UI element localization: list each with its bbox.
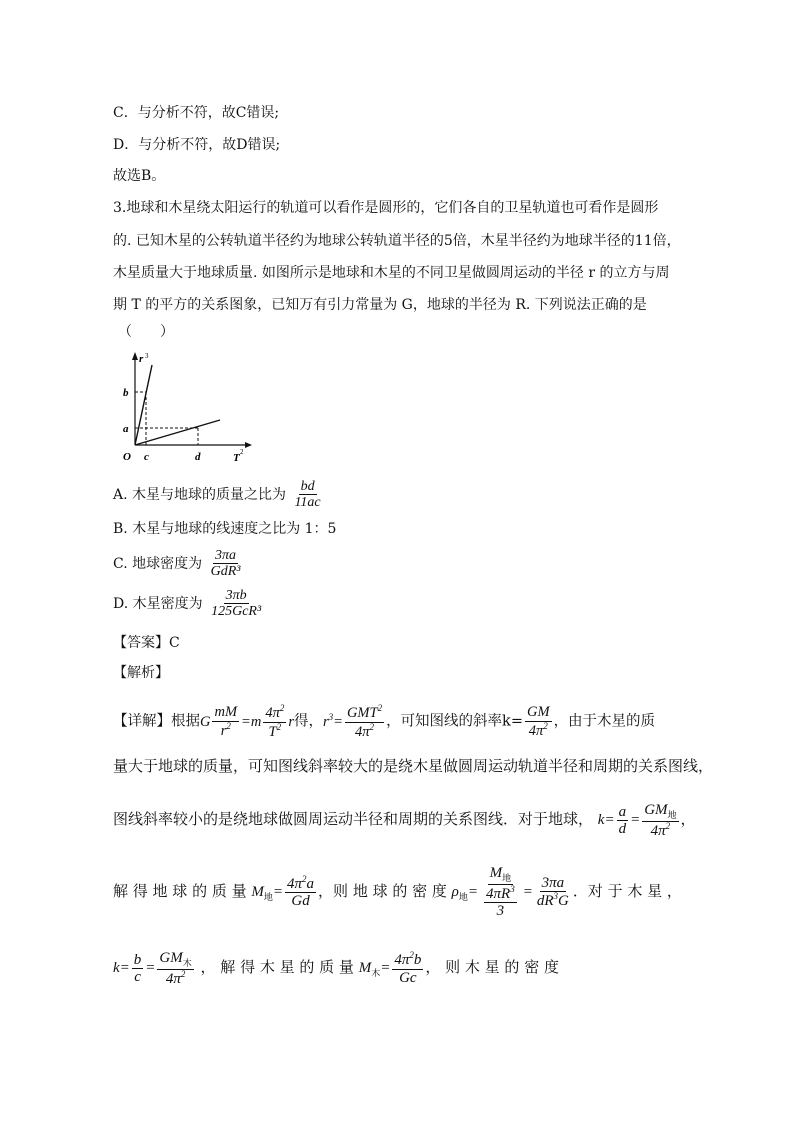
gravity-equation: G $\frac{mM}{r^2}$ =m $\frac{4\pi^2}{T^2}$ r [200, 703, 294, 740]
detail-line-5 [113, 950, 559, 987]
tick-b: b [123, 387, 129, 399]
earth-density-equation: $\rho_地=$ $\frac{M_地}{\frac{4\pi R^3}{3}}$ = $\frac{3\pi a}{dR^3G}$ [451, 865, 569, 920]
y-axis-arrow [132, 352, 138, 360]
option-d-conclusion: D．与分析不符，故D错误; [113, 137, 281, 153]
option-a [113, 479, 325, 511]
option-a-fraction [292, 479, 322, 511]
detail-jupiter-density-text: ， 则 木 星 的 密 度 [425, 958, 559, 977]
option-a-text: A. 木星与地球的质量之比为 [113, 486, 287, 503]
question-3-line-2: 的. 已知木星的公转轨道半径约为地球公转轨道半径的5倍，木星半径约为地球半径的11倍， [113, 233, 681, 249]
x-axis-label: T [233, 452, 240, 464]
option-a-num: bd [300, 479, 315, 494]
origin-label: O [123, 451, 131, 463]
detail-jupiter-mass-text: ， 解 得 木 星 的 质 量 [200, 958, 354, 977]
tick-a: a [123, 423, 129, 435]
option-d-num: 3πb [225, 588, 247, 603]
y-axis-label: r [139, 353, 144, 365]
tick-d: d [195, 451, 201, 463]
answer-blank: （ ） [118, 324, 174, 340]
detail-earth-density-text: ，则 地 球 的 密 度 [318, 881, 447, 900]
option-d-text: D. 木星密度为 [113, 595, 203, 612]
analysis-heading: 【解析】 [113, 665, 169, 681]
final-choice: 故选B。 [113, 168, 166, 184]
earth-mass-equation: $M_地=$ $\frac{4\pi^2a}{Gd}$ [251, 873, 315, 910]
jupiter-mass-equation: $M_木=$ $\frac{4\pi^2b}{Gc}$ [358, 950, 422, 986]
detail-line-4 [113, 865, 682, 920]
detail-line-1 [113, 704, 655, 741]
question-3-line-4: 期 T 的平方的关系图象，已知万有引力常量为 G，地球的半径为 R. 下列说法正确的是 [113, 297, 647, 313]
option-c-den: GdR³ [210, 564, 241, 580]
earth-slope-equation: k= $\frac{a}{d}$ = $\frac{GM_地}{4\pi^2}$ [597, 802, 677, 839]
r3-t2-graph [115, 350, 255, 465]
detail-earth-mass-text: 解 得 地 球 的 质 量 [113, 881, 247, 900]
tick-c: c [144, 451, 149, 463]
question-3-line-3: 木星质量大于地球质量. 如图所示是地球和木星的不同卫星做圆周运动的半径 r 的立方与周 [113, 265, 670, 281]
option-c-text: C. 地球密度为 [113, 555, 203, 572]
detail-intro: 【详解】根据 [113, 713, 200, 730]
detail-de: 得， [293, 713, 323, 730]
detail-earth-text: 图线斜率较小的是绕地球做圆周运动半径和周期的关系图线．对于地球， [113, 810, 594, 829]
question-3-line-1: 3.地球和木星绕太阳运行的轨道可以看作是圆形的，它们各自的卫星轨道也可看作是圆形 [113, 200, 659, 216]
option-c-conclusion: C．与分析不符，故C错误; [113, 105, 280, 121]
option-c-fraction [209, 548, 243, 580]
slope-expression: $\frac{GM}{4\pi^2}$ [527, 703, 550, 739]
detail-jupiter-intro: ．对 于 木 星 ， [572, 881, 682, 900]
earth-line [135, 420, 220, 445]
option-b: B. 木星与地球的线速度之比为 1：5 [113, 521, 337, 537]
y-axis-label-exp: 3 [145, 352, 149, 360]
option-d-fraction [209, 588, 263, 620]
option-c [113, 548, 244, 580]
x-axis-label-exp: 2 [240, 448, 244, 456]
jupiter-line [135, 365, 152, 445]
option-a-den: 11ac [294, 495, 321, 511]
detail-jupiter-text: ，由于木星的质 [553, 713, 656, 730]
detail-line-3: 图线斜率较小的是绕地球做圆周运动半径和周期的关系图线．对于地球， k= $\frac{a}{d}$ = $\frac{GM_地}{4\pi^2}$ ， [113, 802, 696, 839]
option-c-num: 3πa [215, 548, 237, 563]
jupiter-slope-equation: k= $\frac{b}{c}$ = $\frac{GM_木}{4\pi^2}$ [113, 950, 192, 987]
answer: 【答案】C [113, 635, 180, 651]
detail-slope-text: ，可知图线的斜率k= [386, 713, 523, 730]
option-d-den: 125GcR³ [211, 604, 262, 620]
option-d [113, 588, 265, 620]
r3-equation: $r^3=$ $\frac{GMT^2}{4\pi^2}$ [322, 703, 383, 740]
detail-line-2: 量大于地球的质量，可知图线斜率较大的是绕木星做圆周运动轨道半径和周期的关系图线， [113, 757, 714, 775]
x-axis-arrow [245, 442, 252, 448]
